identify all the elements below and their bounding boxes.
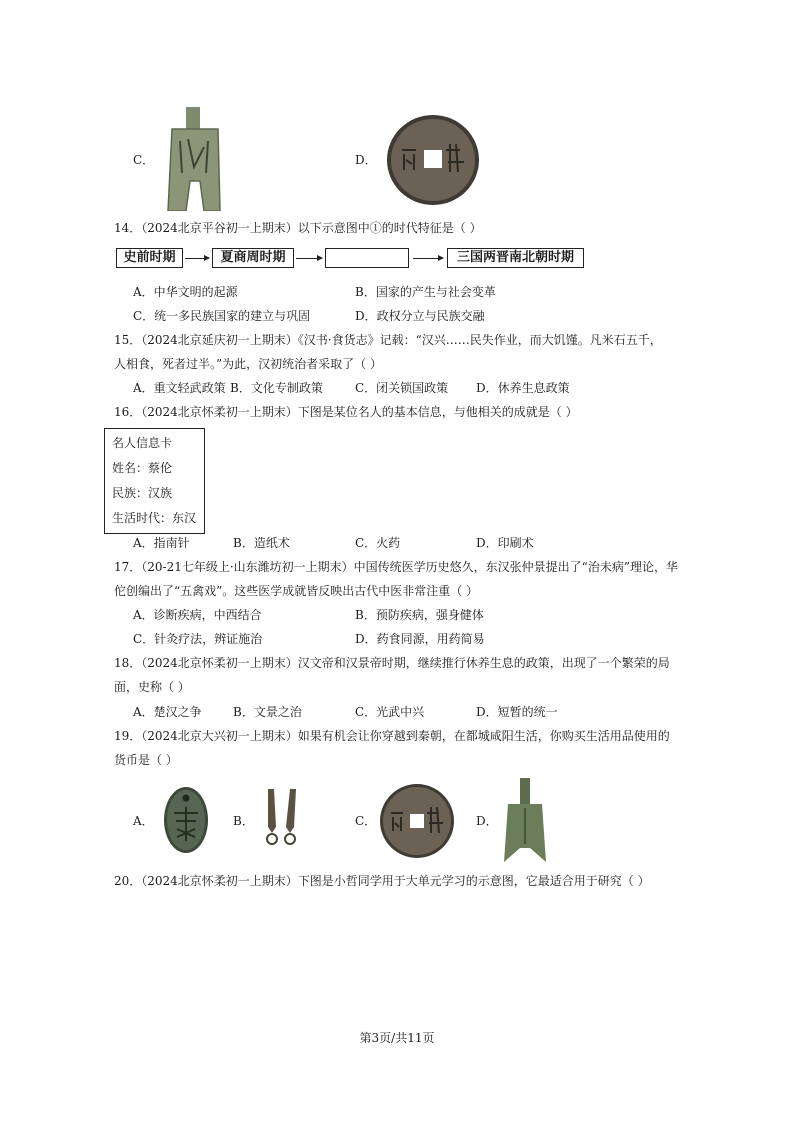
spade-coin-image (160, 107, 230, 211)
card-ethnicity: 民族：汉族 (112, 486, 173, 500)
q15-option-d: D．休养生息政策 (476, 381, 570, 395)
q15-option-c: C．闭关锁国政策 (355, 381, 449, 395)
question-18-stem-line2: 面，史称（ ） (114, 680, 190, 694)
celebrity-info-card (104, 428, 205, 534)
q15-option-b: B．文化专制政策 (230, 381, 323, 395)
page-footer: 第3页/共11页 (359, 1031, 435, 1045)
question-16-stem: 16．（2024北京怀柔初一上期末）下图是某位名人的基本信息，与他相关的成就是（ ） (114, 405, 578, 419)
timeline-box-three-kingdoms: 三国两晋南北朝时期 (447, 248, 584, 268)
q14-option-d: D．政权分立与民族交融 (355, 309, 485, 323)
q17-option-d: D．药食同源，用药简易 (355, 632, 485, 646)
timeline-box-blank (325, 248, 409, 268)
question-19-stem-line2: 货币是（ ） (114, 753, 178, 767)
q18-option-d: D．短暂的统一 (476, 705, 558, 719)
q19-option-b-label: B． (233, 814, 254, 828)
q16-option-d: D．印刷术 (476, 536, 534, 550)
q15-option-a: A．重文轻武政策 (133, 381, 226, 395)
question-17-stem-line2: 佗创编出了“五禽戏”。这些医学成就皆反映出古代中医非常注重（ ） (114, 584, 479, 598)
q14-option-a: A．中华文明的起源 (133, 285, 238, 299)
timeline-box-xia-shang-zhou: 夏商周时期 (212, 248, 294, 268)
knife-coin-image (262, 787, 302, 849)
question-15-stem-line2: 人相食，死者过半。”为此，汉初统治者采取了（ ） (114, 357, 382, 371)
ban-liang-coin-image (379, 783, 455, 859)
q14-option-b: B．国家的产生与社会变革 (355, 285, 496, 299)
q19-option-a-label: A． (133, 814, 154, 828)
question-17-stem-line1: 17．（20-21七年级上·山东潍坊初一上期末）中国传统医学历史悠久，东汉张仲景提出了“治未病”理论，华 (114, 560, 678, 574)
q16-option-b: B．造纸术 (233, 536, 290, 550)
question-18-stem-line1: 18．（2024北京怀柔初一上期末）汉文帝和汉景帝时期，继续推行休养生息的政策，出现了一个繁荣的局 (114, 656, 670, 670)
option-c-label: C． (133, 153, 155, 167)
timeline-arrow (413, 258, 443, 259)
q19-option-d-label: D． (476, 814, 498, 828)
q17-option-c: C．针灸疗法，辨证施治 (133, 632, 263, 646)
timeline-box-prehistoric: 史前时期 (116, 248, 183, 268)
question-20-stem: 20．（2024北京怀柔初一上期末）下图是小哲同学用于大单元学习的示意图，它最适合用于研究（ ） (114, 874, 650, 888)
question-15-stem-line1: 15．（2024北京延庆初一上期末）《汉书·食货志》记载：“汉兴……民失作业，而大饥馑。凡米石五千， (114, 333, 662, 347)
question-14-stem: 14．（2024北京平谷初一上期末）以下示意图中①的时代特征是（ ） (114, 221, 482, 235)
q17-option-b: B．预防疾病，强身健体 (355, 608, 484, 622)
card-era: 生活时代：东汉 (112, 511, 197, 525)
q17-option-a: A．诊断疾病，中西结合 (133, 608, 262, 622)
round-coin-image (386, 114, 480, 206)
q14-option-c: C．统一多民族国家的建立与巩固 (133, 309, 311, 323)
ant-nose-coin-image (162, 785, 210, 855)
timeline-arrow (296, 258, 322, 259)
q18-option-b: B．文景之治 (233, 705, 302, 719)
q18-option-a: A．楚汉之争 (133, 705, 202, 719)
q18-option-c: C．光武中兴 (355, 705, 425, 719)
spade-money-image (502, 778, 548, 862)
timeline-arrow (185, 258, 209, 259)
q16-option-a: A．指南针 (133, 536, 190, 550)
question-19-stem-line1: 19．（2024北京大兴初一上期末）如果有机会让你穿越到秦朝，在都城咸阳生活，你购买生活用品使用的 (114, 729, 670, 743)
q16-option-c: C．火药 (355, 536, 401, 550)
q19-option-c-label: C． (355, 814, 377, 828)
card-title: 名人信息卡 (112, 436, 173, 450)
option-d-label: D． (355, 153, 377, 167)
card-name: 姓名：蔡伦 (112, 461, 173, 475)
